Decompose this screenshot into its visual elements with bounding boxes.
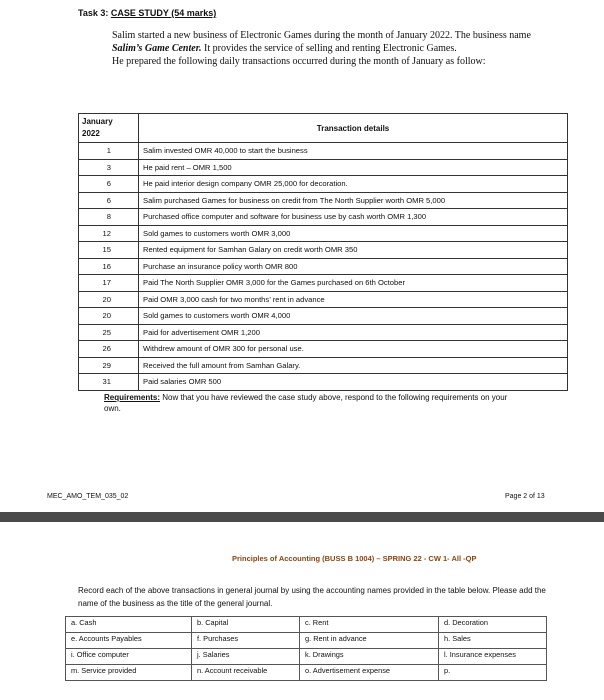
account-row [66,665,547,681]
transaction-day: 29 [79,357,139,374]
requirements [104,392,524,414]
table-row [79,159,568,176]
transaction-day: 12 [79,225,139,242]
account-name-cell: m. Service provided [66,665,192,681]
table-row [79,324,568,341]
business-name: Salim’s Game Center. [112,42,202,54]
account-name-cell: e. Accounts Payables [66,633,192,649]
transaction-details: Salim invested OMR 40,000 to start the business [139,143,568,160]
table-row [79,275,568,292]
course-header: Principles of Accounting (BUSS B 1004) – SPRING 22 - CW 1- All -QP [232,554,477,563]
journal-instructions: Record each of the above transactions in general journal by using the accounting names provided in the table below. Please add the name of the business as the title of the general journal. [78,586,546,608]
transaction-details: Sold games to customers worth OMR 3,000 [139,225,568,242]
transaction-day: 20 [79,291,139,308]
table-row [79,374,568,391]
transaction-day: 26 [79,341,139,358]
account-name-cell: a. Cash [66,617,192,633]
task-title-text: CASE STUDY (54 marks) [110,8,217,18]
account-name-cell: i. Office computer [66,649,192,665]
table-row [79,192,568,209]
case-intro [112,30,532,69]
transaction-day: 6 [79,192,139,209]
transactions-body [79,143,568,391]
intro-paragraph-2: He prepared the following daily transactions occurred during the month of January as follow: [112,56,486,67]
transaction-details: Paid The North Supplier OMR 3,000 for the Games purchased on 6th October [139,275,568,292]
account-name-cell: f. Purchases [192,633,300,649]
table-row [79,308,568,325]
table-row [79,209,568,226]
transaction-day: 6 [79,176,139,193]
task-prefix: Task 3: [78,8,111,18]
transaction-details: Paid OMR 3,000 cash for two months’ rent in advance [139,291,568,308]
account-row [66,617,547,633]
transaction-details: Purchase an insurance policy worth OMR 800 [139,258,568,275]
intro-text-a: Salim started a new business of Electronic Games during the month of January 2022. The business name [112,30,531,41]
transaction-details: Paid salaries OMR 500 [139,374,568,391]
transaction-details: Received the full amount from Samhan Galary. [139,357,568,374]
account-name-cell: j. Salaries [192,649,300,665]
transaction-day: 15 [79,242,139,259]
transaction-day: 17 [79,275,139,292]
footer-page-number: Page 2 of 13 [505,493,545,500]
account-row [66,649,547,665]
date-header-year: 2022 [82,129,100,138]
account-name-cell: l. Insurance expenses [439,649,547,665]
account-names-body [66,617,547,681]
transaction-details: Purchased office computer and software for business use by cash worth OMR 1,300 [139,209,568,226]
intro-paragraph-1 [112,30,532,55]
page-separator [0,512,604,522]
intro-text-b: It provides the service of selling and renting Electronic Games. [201,42,457,54]
transaction-details: Withdrew amount of OMR 300 for personal use. [139,341,568,358]
transaction-details: Paid for advertisement OMR 1,200 [139,324,568,341]
requirements-label: Requirements: [104,393,161,402]
transactions-table [78,113,568,391]
table-row [79,242,568,259]
account-name-cell: n. Account receivable [192,665,300,681]
transaction-details: He paid rent – OMR 1,500 [139,159,568,176]
transaction-details: Rented equipment for Samhan Galary on credit worth OMR 350 [139,242,568,259]
account-name-cell: k. Drawings [300,649,439,665]
table-row [79,341,568,358]
account-name-cell: c. Rent [300,617,439,633]
transaction-day: 31 [79,374,139,391]
task-title [78,8,216,18]
table-row [79,225,568,242]
transaction-day: 20 [79,308,139,325]
account-name-cell: p. [439,665,547,681]
table-row [79,143,568,160]
details-header: Transaction details [139,114,568,143]
date-header-month: January [82,117,113,126]
account-name-cell: b. Capital [192,617,300,633]
transaction-details: Salim purchased Games for business on credit from The North Supplier worth OMR 5,000 [139,192,568,209]
document-page-3 [0,522,604,700]
transaction-day: 1 [79,143,139,160]
account-name-cell: h. Sales [439,633,547,649]
account-name-cell: g. Rent in advance [300,633,439,649]
transaction-details: He paid interior design company OMR 25,000 for decoration. [139,176,568,193]
transaction-day: 3 [79,159,139,176]
account-row [66,633,547,649]
account-name-cell: d. Decoration [439,617,547,633]
table-row [79,258,568,275]
table-row [79,176,568,193]
table-row [79,291,568,308]
transaction-details: Sold games to customers worth OMR 4,000 [139,308,568,325]
table-row [79,357,568,374]
account-name-cell: o. Advertisement expense [300,665,439,681]
requirements-text: Now that you have reviewed the case study above, respond to the following requirements on your own. [104,393,508,413]
date-header [79,114,139,143]
table-header-row [79,114,568,143]
account-names-table [65,616,547,681]
transaction-day: 25 [79,324,139,341]
transaction-day: 8 [79,209,139,226]
transaction-day: 16 [79,258,139,275]
footer-doc-code: MEC_AMO_TEM_035_02 [47,493,129,500]
